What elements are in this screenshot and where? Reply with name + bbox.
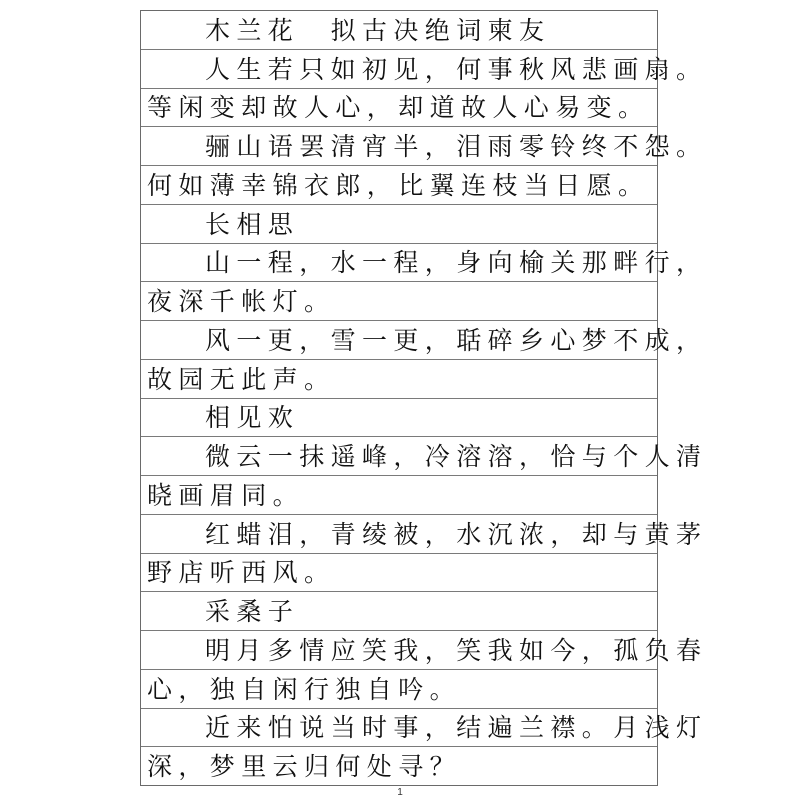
ruled-line [141, 360, 657, 399]
line-text: 红蜡泪，青绫被，水沉浓，却与黄茅 [205, 519, 708, 549]
ruled-line [141, 127, 708, 166]
line-text: 骊山语罢清宵半，泪雨零铃终不怨。 [205, 132, 708, 161]
ruled-sheet [140, 10, 708, 786]
ruled-line [141, 89, 657, 128]
line-text: 深，梦里云归何处寻？ [147, 752, 462, 781]
ruled-line [141, 631, 708, 670]
line-text: 微云一抹遥峰，冷溶溶，恰与个人清 [205, 442, 708, 471]
ruled-line-title-mulanhua [141, 11, 657, 50]
line-text: 采桑子 [205, 597, 300, 626]
ruled-line [141, 515, 708, 554]
line-text: 晓画眉同。 [147, 480, 305, 510]
ruled-line-title-changxiangsi [141, 205, 657, 244]
page-number: 1 [397, 787, 403, 798]
line-text: 木兰花 拟古决绝词柬友 [205, 15, 551, 45]
ruled-line [141, 282, 657, 321]
ruled-line [141, 166, 657, 205]
ruled-line [141, 50, 708, 89]
line-text: 山一程，水一程，身向榆关那畔行， [205, 248, 708, 278]
line-text: 相见欢 [205, 403, 300, 433]
line-text: 风一更，雪一更，聒碎乡心梦不成， [205, 325, 708, 355]
ruled-line-title-xiangjianhuan [141, 399, 657, 438]
line-text: 明月多情应笑我，笑我如今，孤负春 [205, 635, 708, 665]
ruled-line-title-caisangzi [141, 592, 657, 631]
ruled-line [141, 747, 657, 785]
ruled-line [141, 321, 708, 360]
line-text: 何如薄幸锦衣郎，比翼连枝当日愿。 [147, 170, 650, 200]
line-text: 等闲变却故人心，却道故人心易变。 [147, 93, 650, 123]
ruled-line [141, 554, 657, 593]
ruled-line [141, 437, 708, 476]
line-text: 夜深千帐灯。 [147, 287, 336, 316]
line-text: 长相思 [205, 209, 300, 239]
ruled-line [141, 670, 657, 709]
line-text: 野店听西风。 [147, 558, 336, 588]
line-text: 人生若只如初见，何事秋风悲画扇。 [205, 54, 708, 84]
ruled-line [141, 476, 657, 515]
line-text: 近来怕说当时事，结遍兰襟。月浅灯 [205, 713, 708, 743]
line-text: 故园无此声。 [147, 364, 336, 394]
line-text: 心，独自闲行独自吟。 [147, 674, 462, 704]
ruled-line [141, 244, 708, 283]
ruled-line [141, 709, 708, 748]
